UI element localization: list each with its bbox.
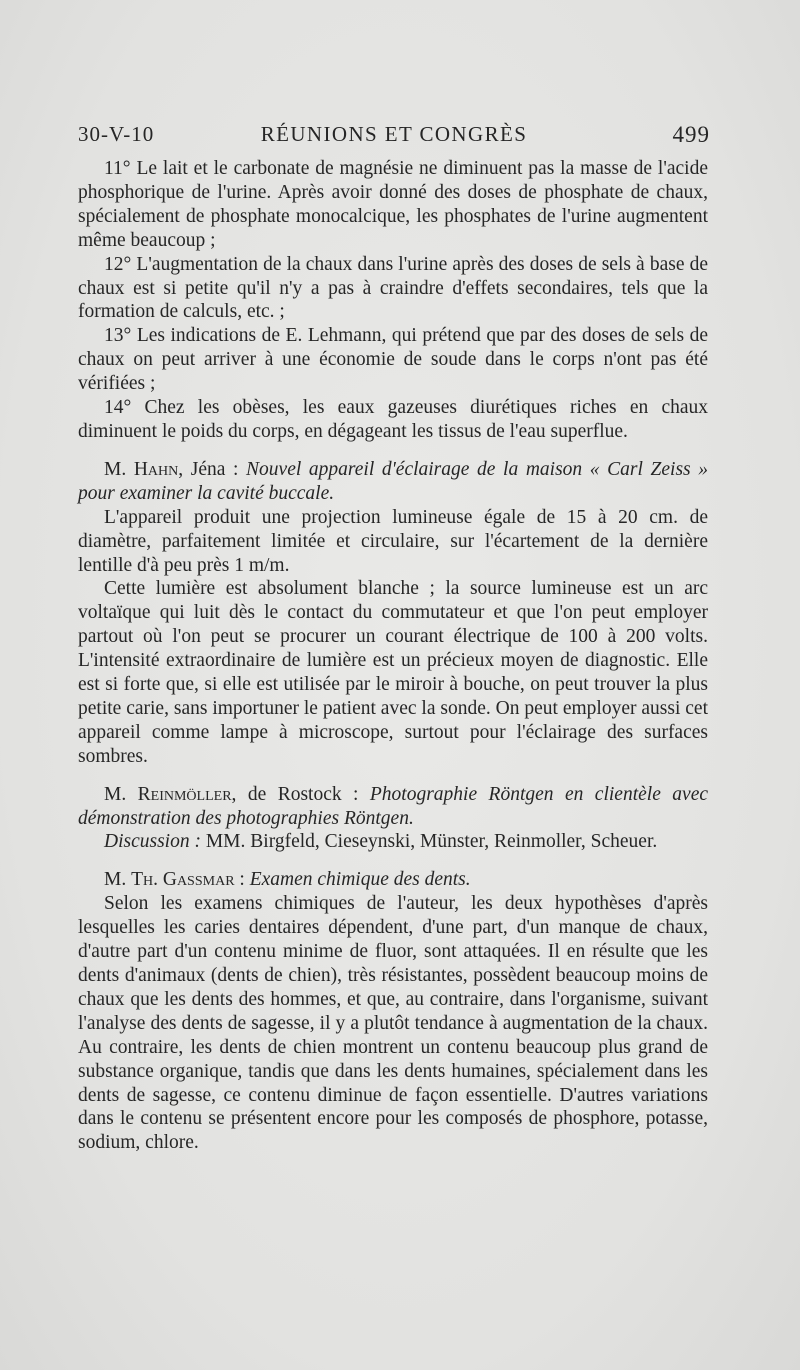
gassmar-paragraph: Selon les examens chimiques de l'auteur, les deux hypothèses d'après lesquelles les caries dentaires dépendent, d'une part, d'un manque de chaux, d'autre part d'un contenu minime de fluor, sont attaquées. Il en résulte que les dents d'animaux (dents de chien), très résistantes, possèdent beaucoup moins de chaux que les dents des hommes, et que, au contraire, dans l'organisme, suivant l'analyse des dents de sagesse, il y a plutôt tendance à augmentation de la chaux. Au contraire, les dents de chien montrent un contenu beaucoup plus grand de substance organique, tandis que dans les dents humaines, spécialement dans les dents de sagesse, ce contenu diminue de façon essentielle. D'autres variations dans le contenu se présentent encore pour les composés de phosphore, potasse, sodium, chlore. [78,893,708,1154]
reinmoller-title: Photographie Röntgen en clientèle avec démonstration des photographies Röntgen. [78,783,708,829]
reinmoller-author: Reinmöller [137,783,232,805]
header-folio: 30-V-10 [78,122,155,146]
hahn-paragraph-2: Cette lumière est absolument blanche ; la source lumineuse est un arc voltaïque qui luit dès le contact du commutateur et que l'on peut employer partout où l'on peut se procurer un courant électrique de 100 à 200 volts. L'intensité extraordinaire de lumière est un précieux moyen de diagnostic. Elle est si forte que, si elle est utilisée par le miroir à bouche, on peut trouver la plus petite carie, sans importuner le patient avec la sonde. On peut employer aussi cet appareil comme lampe à microscope, surtout pour l'éclairage des surfaces sombres. [78,578,708,767]
discussion-label: Discussion : [104,831,201,853]
gassmar-author: Th. Gassmar [131,869,235,891]
hahn-paragraph-1: L'appareil produit une projection lumineuse égale de 15 à 20 cm. de diamètre, parfaitement limitée et circulaire, sur l'écartement de la dernière lentille d'à peu près 1 m/m. [78,506,708,576]
reinmoller-place: , de Rostock : [231,783,370,805]
page-body [78,157,708,1155]
conclusion-13: 13° Les indications de E. Lehmann, qui prétend que par des doses de sels de chaux on peut arriver à une économie de soude dans le corps n'ont pas été vérifiées ; [78,325,708,395]
conclusion-12: 12° L'augmentation de la chaux dans l'urine après des doses de sels à base de chaux est si petite qu'il n'y a pas à craindre d'effets secondaires, tels que la formation de calculs, etc. ; [78,253,708,323]
reinmoller-prefix: M. [104,783,138,805]
section-gap [78,769,708,783]
page-number: 499 [672,122,710,147]
gassmar-title: Examen chimique des dents. [249,869,471,891]
reinmoller-discussion [78,830,708,854]
section-gap [78,444,708,458]
discussion-text: MM. Birgfeld, Cieseynski, Münster, Reinmoller, Scheuer. [200,831,658,853]
hahn-prefix: M. [104,458,134,480]
running-title: RÉUNIONS ET CONGRÈS [260,122,528,146]
gassmar-heading [78,868,708,892]
hahn-place: , Jéna : [178,458,247,480]
section-gap [78,854,708,868]
reinmoller-heading [78,783,708,831]
gassmar-prefix: M. [104,869,132,891]
hahn-heading [78,458,708,506]
hahn-title: Nouvel appareil d'éclairage de la maison « Carl Zeiss » pour examiner la cavité buccale. [78,458,708,504]
conclusion-11: 11° Le lait et le carbonate de magnésie ne diminuent pas la masse de l'acide phosphorique de l'urine. Après avoir donné des doses de phosphate de chaux, spécialement de phosphate monocalcique, les phosphates de l'urine augmentent même beaucoup ; [78,158,708,251]
conclusion-14: 14° Chez les obèses, les eaux gazeuses diurétiques riches en chaux diminuent le poids du corps, en dégageant les tissus de l'eau superflue. [78,397,708,442]
gassmar-place: : [234,869,250,891]
hahn-author: Hahn [133,458,179,480]
